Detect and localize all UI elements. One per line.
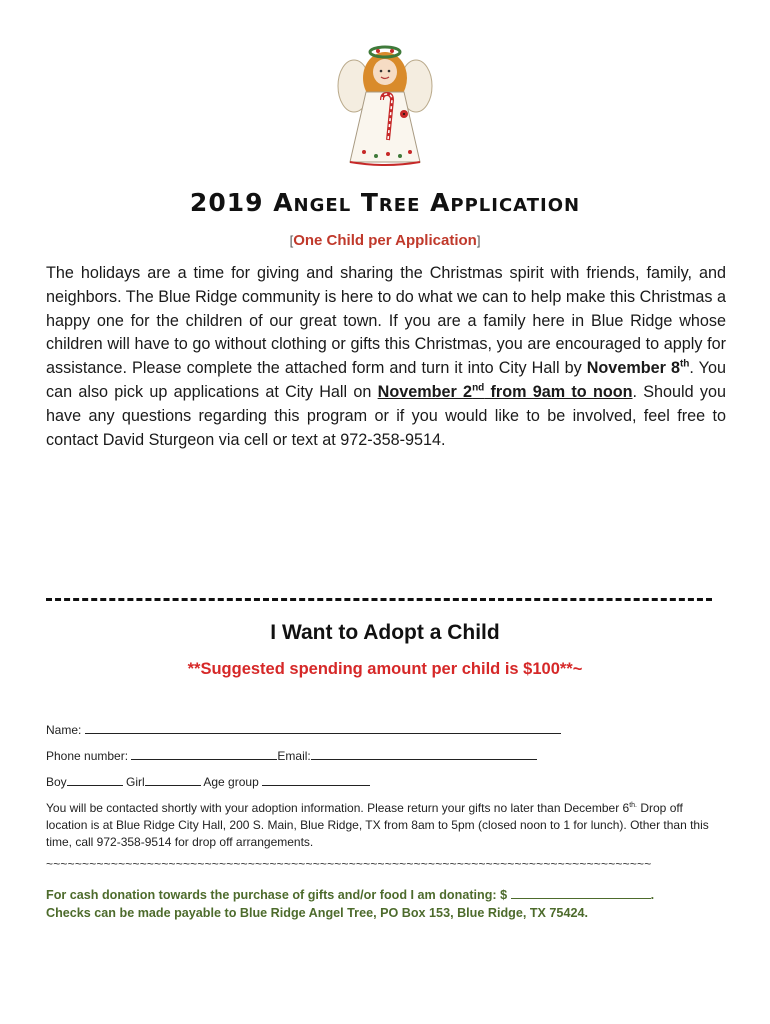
name-label: Name: xyxy=(46,723,82,737)
intro-text-2: . You can also pick up applications at City Hall on xyxy=(46,359,726,401)
page-title: 2019 Angel Tree Application xyxy=(189,188,581,217)
adopt-heading: I Want to Adopt a Child xyxy=(270,621,500,644)
age-group-label: Age group xyxy=(203,775,259,789)
intro-text-1: The holidays are a time for giving and sharing the Christmas spirit with friends, family, and neighbors. The Blue Ridge community is here to do what we can to help make this Christmas a happy one for the children of our great town. If you are a family here in Blue Ridge whose children will have to go without clothing or gifts this Christmas, you are encouraged to apply for assistance. Please complete the attached form and turn it into City Hall by xyxy=(46,264,726,378)
pickup-date: November 2nd from 9am to noon xyxy=(377,382,633,401)
boy-field[interactable] xyxy=(67,774,123,786)
age-group-field[interactable] xyxy=(262,774,370,786)
name-row xyxy=(46,722,561,737)
intro-text-3: . Should you have any questions regarding this program or if you would like to be involved, feel free to contact David Sturgeon via cell or text at 972-358-9514. xyxy=(46,382,727,449)
deadline-date: November 8th xyxy=(586,358,690,378)
contact-info: You will be contacted shortly with your adoption information. Please return your gifts no later than December $6^{th.}$ Drop off location is at Blue Ridge City Hall, 200 S. Main, Blue Ridge, TX from 8am to 5pm (closed noon to 1 for lunch). Other than this time, call 972-358-9514 for drop off arrangements. xyxy=(46,801,709,849)
girl-field[interactable] xyxy=(145,774,201,786)
subtitle-open-bracket: [ xyxy=(289,233,294,248)
donation-line: For cash donation towards the purchase of gifts and/or food I am donating: $ . xyxy=(46,888,655,902)
checks-payable-line: Checks can be made payable to Blue Ridge Angel Tree, PO Box 153, Blue Ridge, TX 75424. xyxy=(46,906,588,920)
tilde-separator: ~~~~~~~~~~~~~~~~~~~~~~~~~~~~~~~~~~~~~~~~~~~~~~~~~~~~~~~~~~~~~~~~~~~~~~~~~~~~~~~~~~~~ xyxy=(46,857,652,871)
phone-email-row xyxy=(46,748,537,763)
subtitle-text: One Child per Application xyxy=(293,232,477,249)
intro-paragraph xyxy=(46,262,726,452)
subtitle-close-bracket: ] xyxy=(476,233,481,248)
email-label: Email: xyxy=(277,749,311,763)
page-subtitle xyxy=(0,232,770,249)
boy-label: Boy xyxy=(46,775,67,789)
donation-section xyxy=(46,886,736,922)
spending-note: **Suggested spending amount per child is $100**~ xyxy=(187,660,583,678)
phone-field[interactable] xyxy=(131,748,277,760)
angel-illustration xyxy=(336,40,434,170)
section-divider xyxy=(46,598,712,601)
donation-amount-field[interactable] xyxy=(511,886,651,899)
email-field[interactable] xyxy=(311,748,537,760)
name-field[interactable] xyxy=(85,722,561,734)
phone-label: Phone number: xyxy=(46,749,129,763)
girl-label: Girl xyxy=(126,775,145,789)
boy-girl-age-row xyxy=(46,774,370,789)
